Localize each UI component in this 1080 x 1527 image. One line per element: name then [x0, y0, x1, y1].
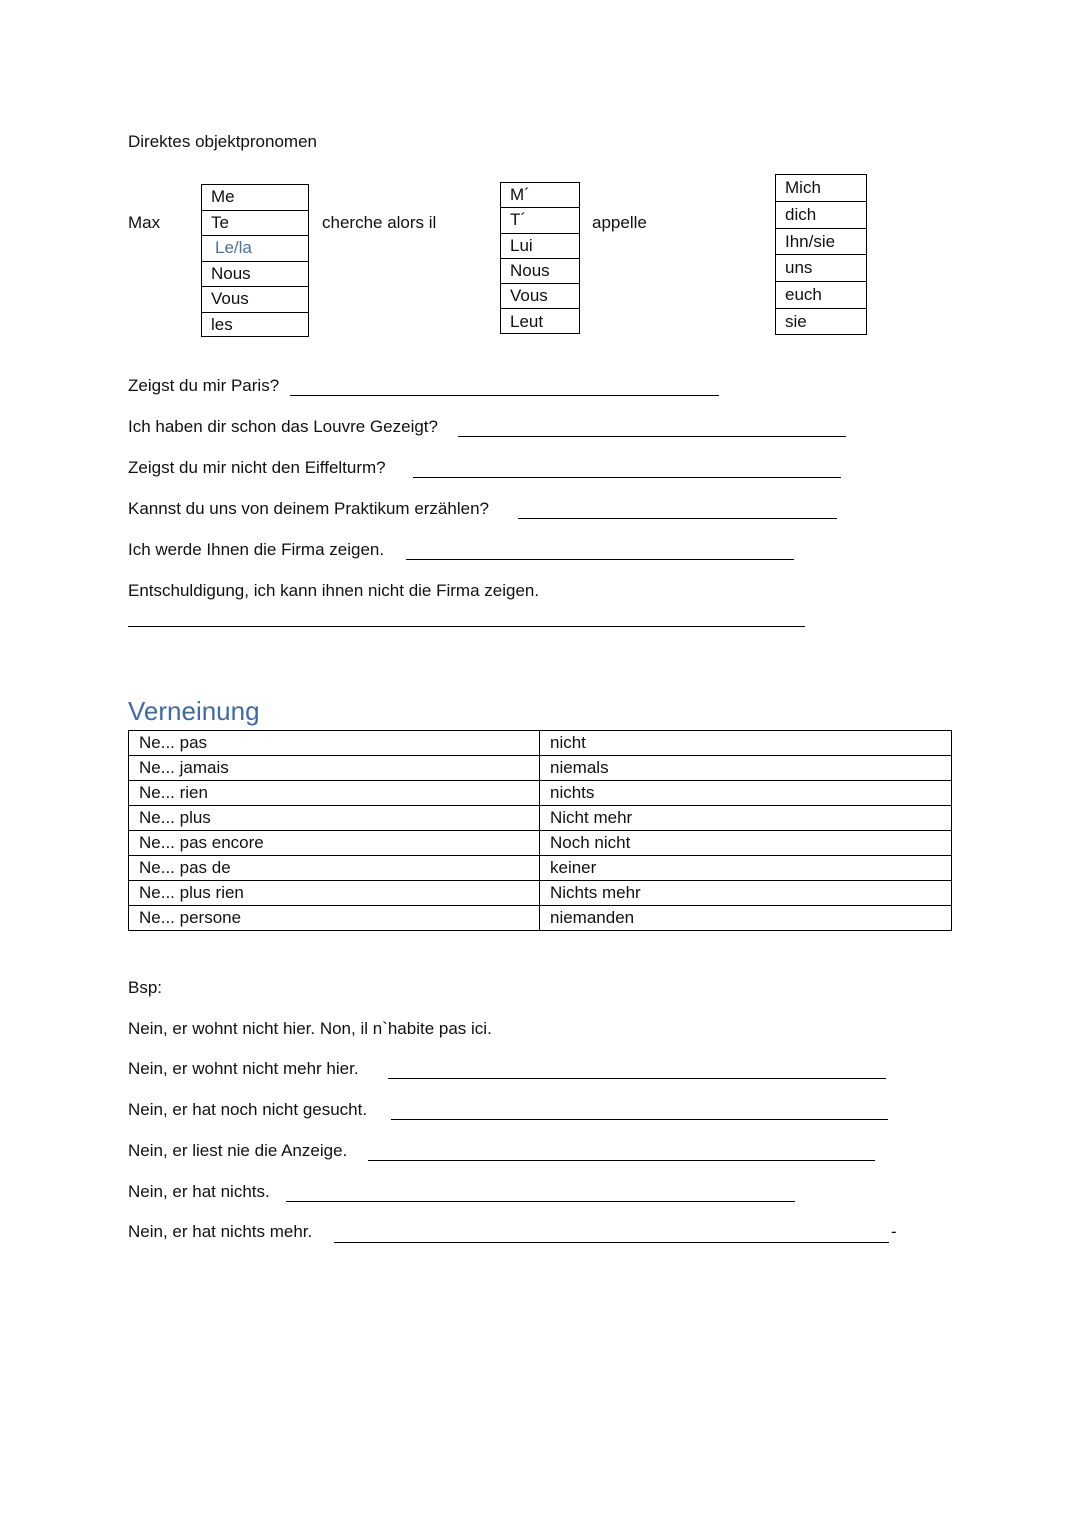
pronoun-cell: Leut [510, 311, 544, 331]
table-cell-german: Noch nicht [540, 831, 952, 856]
table-row [129, 806, 952, 831]
table-cell-french: Ne... pas de [129, 856, 540, 881]
table-cell-french: Ne... persone [129, 906, 540, 931]
pronoun-cell: Lui [501, 234, 579, 259]
table-row [129, 781, 952, 806]
pronoun-box-french-direct [201, 184, 309, 337]
pronoun-cell: dich [776, 202, 866, 229]
table-cell-german: niemals [540, 756, 952, 781]
table-cell-german: Nicht mehr [540, 806, 952, 831]
pronoun-cell: les [211, 314, 233, 334]
table-cell-french: Ne... plus [129, 806, 540, 831]
table-cell-german: niemanden [540, 906, 952, 931]
pronoun-cell: Ihn/sie [776, 229, 866, 256]
exercise-sentence: Nein, er liest nie die Anzeige. [128, 1141, 348, 1160]
section-title-objektpronomen: Direktes objektpronomen [128, 132, 317, 151]
pronoun-cell: M´ [501, 183, 579, 208]
table-row [129, 731, 952, 756]
pronoun-cell: Vous [501, 284, 579, 309]
verb-end: appelle [592, 213, 647, 232]
exercise-sentence: Nein, er hat nichts. [128, 1182, 270, 1201]
table-cell-french: Ne... jamais [129, 756, 540, 781]
table-cell-german: Nichts mehr [540, 881, 952, 906]
exercise-sentence: Nein, er hat nichts mehr. [128, 1222, 313, 1241]
answer-line[interactable] [458, 436, 846, 437]
table-cell-french: Ne... pas [129, 731, 540, 756]
answer-line[interactable] [413, 477, 841, 478]
trailing-mark: - [891, 1222, 897, 1241]
negation-table [128, 730, 952, 931]
table-cell-german: nicht [540, 731, 952, 756]
table-cell-french: Ne... rien [129, 781, 540, 806]
exercise-question: Entschuldigung, ich kann ihnen nicht die Firma zeigen. [128, 581, 540, 600]
pronoun-cell: sie [785, 312, 807, 331]
table-row [129, 881, 952, 906]
exercise-question: Ich haben dir schon das Louvre Gezeigt? [128, 417, 438, 436]
exercise-question: Ich werde Ihnen die Firma zeigen. [128, 540, 385, 559]
pronoun-cell: Nous [501, 259, 579, 284]
example-sentence: Nein, er wohnt nicht hier. Non, il n`habite pas ici. [128, 1019, 492, 1038]
pronoun-cell: Nous [202, 262, 308, 288]
table-cell-german: nichts [540, 781, 952, 806]
exercise-question: Zeigst du mir nicht den Eiffelturm? [128, 458, 386, 477]
table-row [129, 856, 952, 881]
pronoun-box-german [775, 174, 867, 335]
table-cell-french: Ne... plus rien [129, 881, 540, 906]
answer-line[interactable] [290, 395, 719, 396]
example-label: Bsp: [128, 978, 163, 997]
verb-phrase: cherche alors il [322, 213, 437, 232]
pronoun-cell: Mich [776, 175, 866, 202]
pronoun-cell: T´ [501, 208, 579, 233]
table-row [129, 756, 952, 781]
answer-line[interactable] [128, 626, 805, 627]
exercise-sentence: Nein, er hat noch nicht gesucht. [128, 1100, 368, 1119]
pronoun-cell: euch [776, 282, 866, 309]
pronoun-cell: uns [776, 255, 866, 282]
pronoun-cell: Le/la [202, 236, 308, 262]
table-cell-german: keiner [540, 856, 952, 881]
table-row [129, 906, 952, 931]
answer-line[interactable] [518, 518, 837, 519]
pronoun-box-french-indirect [500, 182, 580, 334]
subject-max: Max [128, 213, 161, 232]
exercise-question: Kannst du uns von deinem Praktikum erzählen? [128, 499, 489, 518]
answer-line[interactable] [368, 1160, 875, 1161]
answer-line[interactable] [388, 1078, 886, 1079]
exercise-sentence: Nein, er wohnt nicht mehr hier. [128, 1059, 359, 1078]
pronoun-cell: Te [202, 211, 308, 237]
answer-line[interactable] [286, 1201, 795, 1202]
table-row [129, 831, 952, 856]
answer-line[interactable] [334, 1242, 889, 1243]
pronoun-cell: Me [202, 185, 308, 211]
exercise-question: Zeigst du mir Paris? [128, 376, 280, 395]
table-cell-french: Ne... pas encore [129, 831, 540, 856]
answer-line[interactable] [391, 1119, 888, 1120]
pronoun-cell: Vous [202, 287, 308, 313]
answer-line[interactable] [406, 559, 794, 560]
section-title-verneinung: Verneinung [128, 696, 260, 726]
